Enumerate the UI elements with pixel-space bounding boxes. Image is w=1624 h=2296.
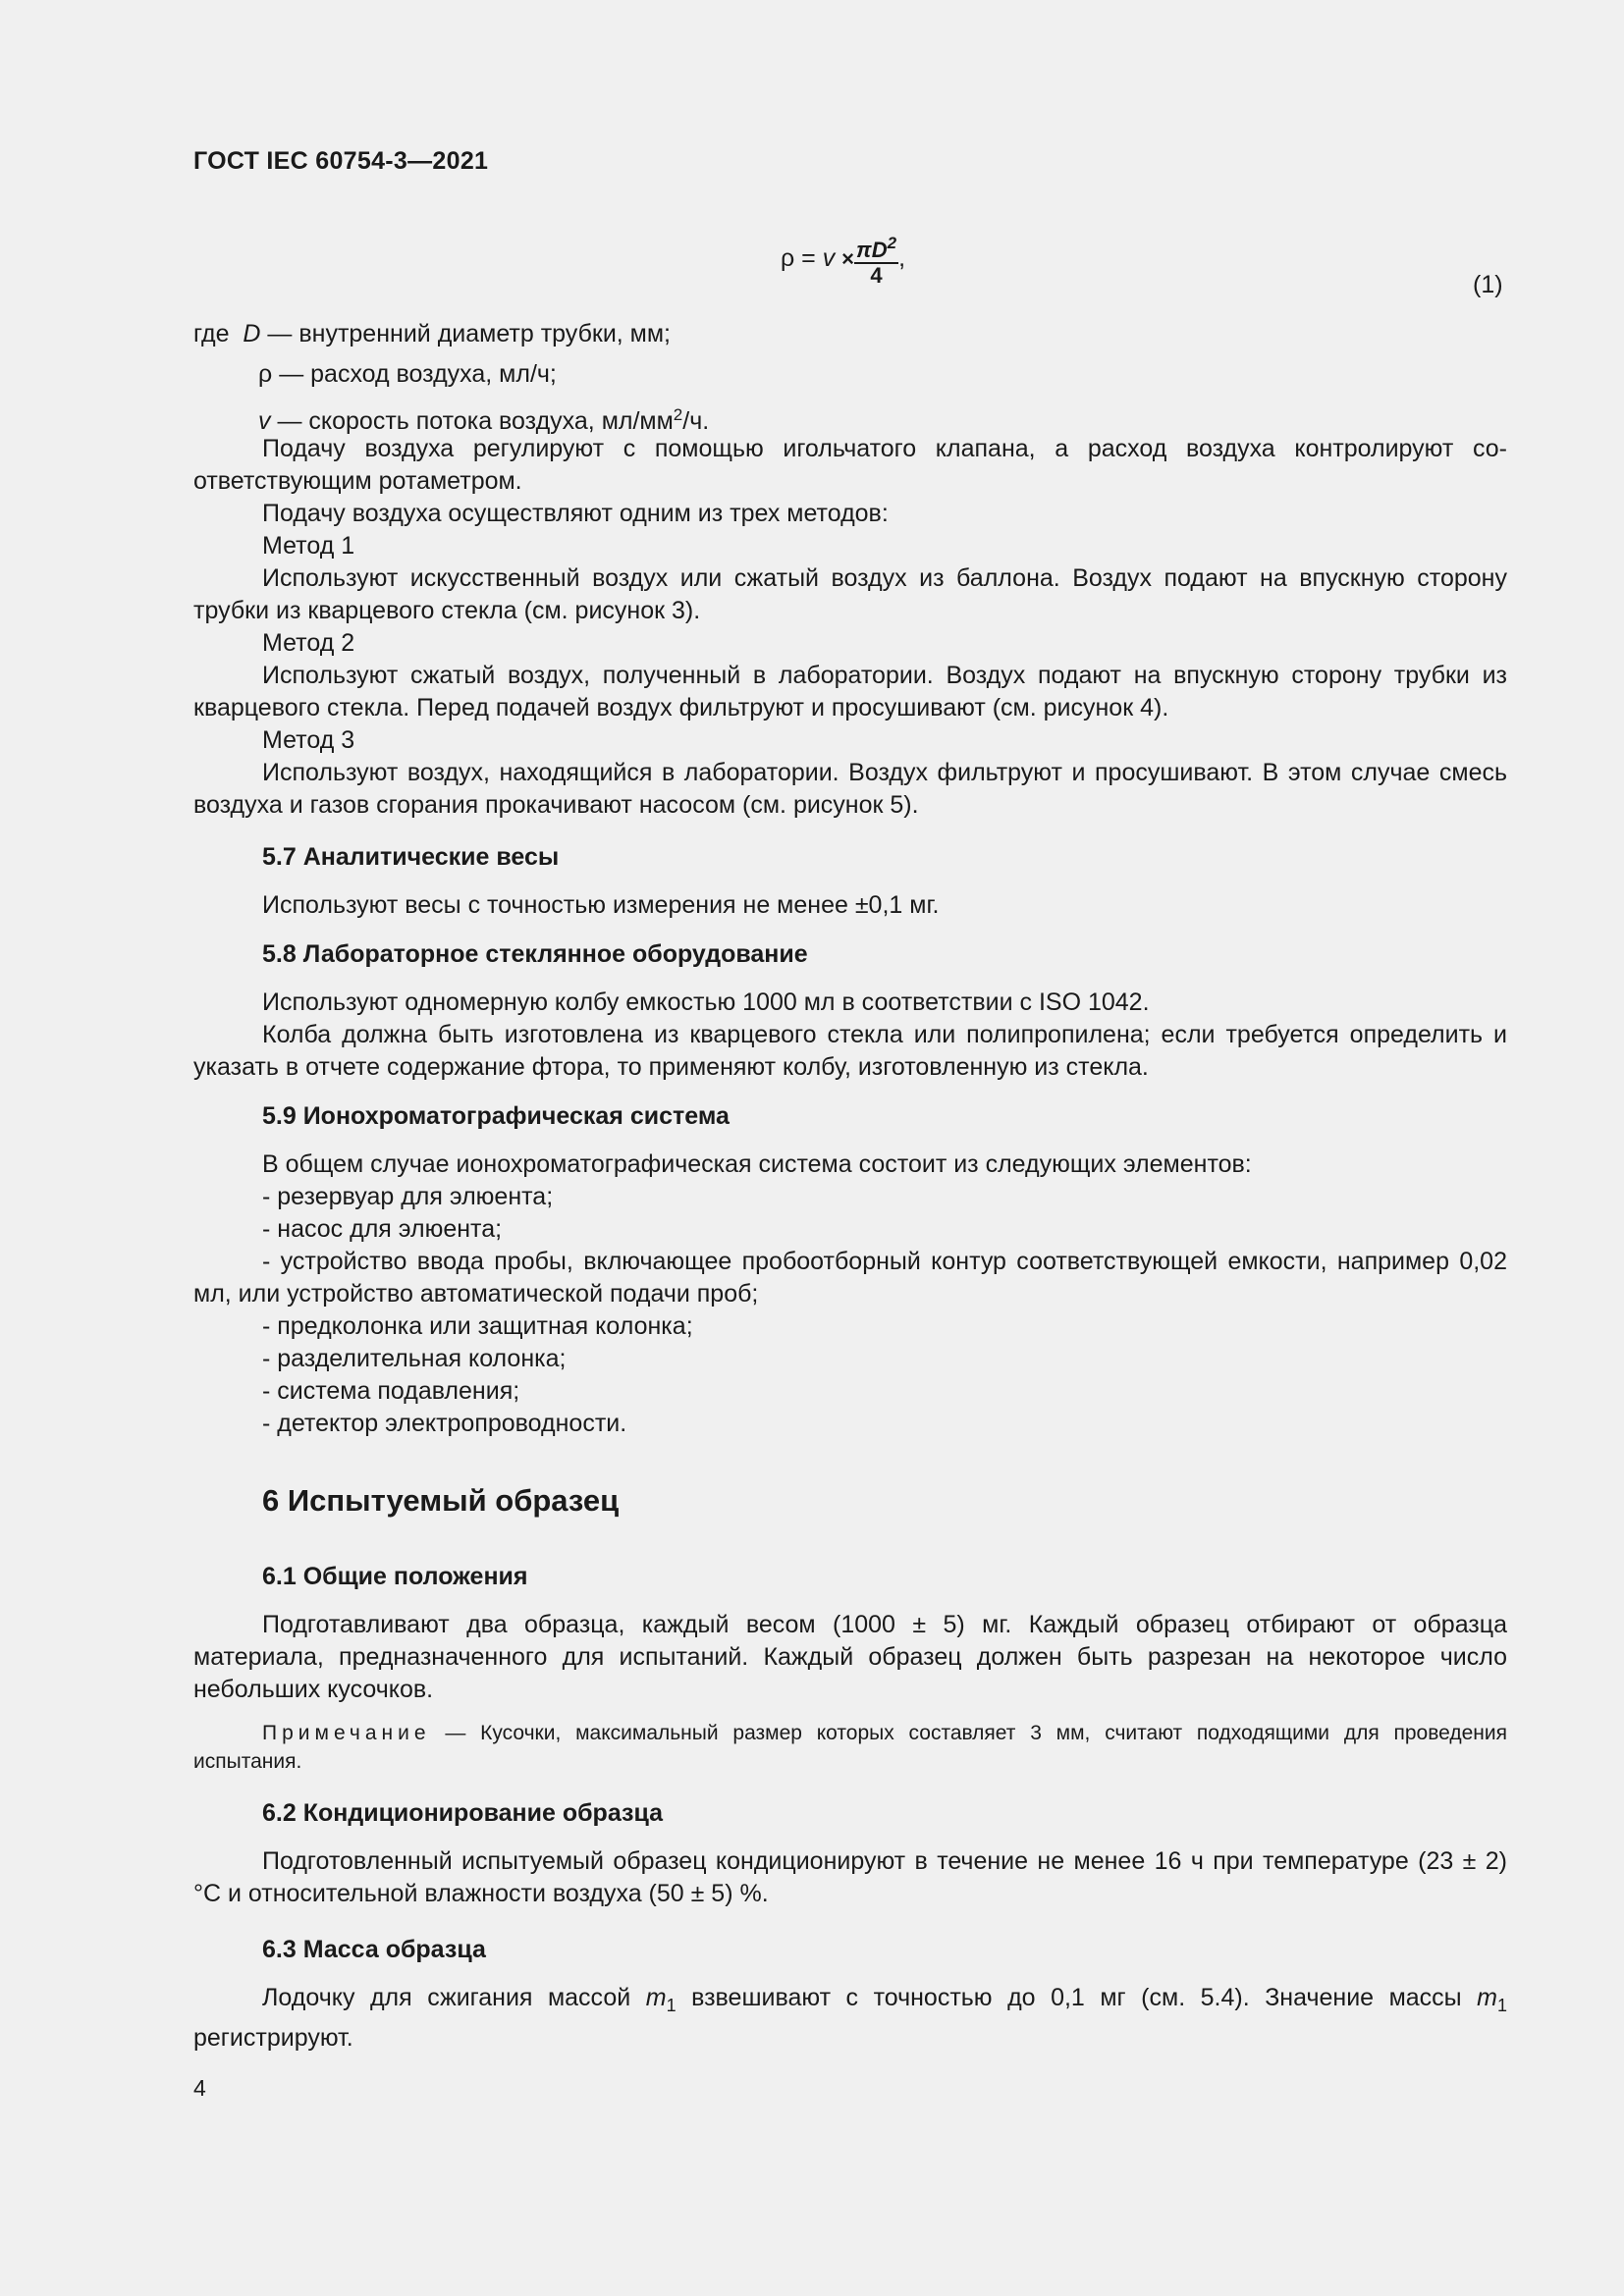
page-number: 4 — [193, 2075, 206, 2101]
method-3-text: Используют воздух, находящийся в лаборатории. Воздух фильтруют и просушивают. В этом случае смесь воздуха и газов сгорания прокачивают насосом (см. рисунок 5). — [193, 759, 1507, 819]
section-6-3 — [193, 1934, 1507, 2055]
where-line-v: v — скорость потока воздуха, $мл/мм^2/ч$. — [258, 405, 710, 435]
list-item: - насос для элюента; — [262, 1215, 503, 1243]
where-line-d: где D — внутренний диаметр трубки, мм; — [193, 320, 672, 347]
section-5-8-heading: 5.8 Лабораторное стеклянное оборудование — [262, 940, 808, 968]
section-6-1 — [193, 1561, 1507, 1776]
section-5-8-text-2: Колба должна быть изготовлена из кварцевого стекла или полипропилена; если требуется определить и указать в отчете содержание фтора, то применяют колбу, изготовленную из стекла. — [193, 1021, 1507, 1081]
section-5-9-intro: В общем случае ионохроматографическая система состоит из следующих элементов: — [262, 1150, 1252, 1178]
formula-denominator: 4 — [870, 263, 883, 288]
formula-times: × — [841, 246, 855, 272]
methods-block — [193, 433, 1507, 822]
document-header: ГОСТ IEC 60754-3—2021 — [193, 147, 489, 175]
formula-1: ρ = v × $\frac{\pi D^2}{4}$ , — [781, 234, 906, 288]
section-5-7 — [193, 841, 1507, 922]
section-5-9-heading: 5.9 Ионохроматографическая система — [262, 1102, 730, 1130]
list-item: - устройство ввода пробы, включающее пробоотборный контур соответствующей емкости, например 0,02 мл, или устройство автоматической подачи проб; — [193, 1248, 1507, 1308]
section-6-heading: 6 Испытуемый образец — [262, 1483, 620, 1518]
section-5-9 — [193, 1100, 1507, 1440]
method-1-title: Метод 1 — [262, 532, 355, 560]
formula-var-v: v — [822, 244, 836, 273]
list-item: - резервуар для элюента; — [262, 1183, 554, 1210]
method-2-text: Используют сжатый воздух, полученный в лаборатории. Воздух подают на впускную сторону трубки из кварцевого стекла. Перед подачей воздух фильтруют и просушивают (см. рисунок 4). — [193, 662, 1507, 721]
section-6-2-heading: 6.2 Кондиционирование образца — [262, 1799, 664, 1827]
section-5-8-text-1: Используют одномерную колбу емкостью 1000 мл в соответствии с ISO 1042. — [262, 988, 1150, 1016]
formula-fraction — [854, 232, 898, 288]
method-1-text: Используют искусственный воздух или сжатый воздух из баллона. Воздух подают на впускную сторону трубки из кварцевого стекла (см. рисунок 3). — [193, 564, 1507, 624]
paragraph-methods-intro: Подачу воздуха осуществляют одним из трех методов: — [262, 500, 889, 527]
where-line-rho: ρ — расход воздуха, мл/ч; — [258, 360, 557, 388]
section-6-2 — [193, 1797, 1507, 1910]
method-3-title: Метод 3 — [262, 726, 355, 754]
section-6-1-note — [193, 1719, 1507, 1776]
formula-numerator: $\pi D^2$ — [856, 234, 897, 262]
paragraph-air-supply: Подачу воздуха регулируют с помощью игольчатого клапана, а расход воздуха контролируют соответствующим ротаметром. — [193, 435, 1507, 495]
section-5-8 — [193, 938, 1507, 1084]
list-item: - детектор электропроводности. — [262, 1410, 627, 1437]
formula-number: (1) — [1473, 271, 1503, 298]
section-6-3-text: Лодочку для сжигания массой $m_1$ взвешивают с точностью до 0,1 мг (см. 5.4). Значение массы $m_1$ регистрируют. — [193, 1984, 1508, 2052]
section-6-1-text: Подготавливают два образца, каждый весом (1000 ± 5) мг. Каждый образец отбирают от образца материала, предназначенного для испытаний. Каждый образец должен быть разрезан на некоторое число небольших кусочков. — [193, 1611, 1507, 1703]
formula-lhs: ρ = — [781, 244, 823, 273]
list-item: - система подавления; — [262, 1377, 520, 1405]
list-item: - предколонка или защитная колонка; — [262, 1312, 693, 1340]
note-label: Примечание — [262, 1722, 431, 1744]
note-text: — Кусочки, максимальный размер которых составляет 3 мм, считают подходящими для проведения испытания. — [193, 1722, 1507, 1773]
section-6-1-heading: 6.1 Общие положения — [262, 1563, 528, 1590]
section-5-7-heading: 5.7 Аналитические весы — [262, 843, 560, 871]
section-6-3-heading: 6.3 Масса образца — [262, 1936, 486, 1963]
method-2-title: Метод 2 — [262, 629, 355, 657]
list-item: - разделительная колонка; — [262, 1345, 567, 1372]
section-5-7-text: Используют весы с точностью измерения не менее ±0,1 мг. — [262, 891, 940, 919]
section-6-2-text: Подготовленный испытуемый образец кондиционируют в течение не менее 16 ч при температуре (23 ± 2) °С и относительной влажности воздуха (50 ± 5) %. — [193, 1847, 1507, 1907]
